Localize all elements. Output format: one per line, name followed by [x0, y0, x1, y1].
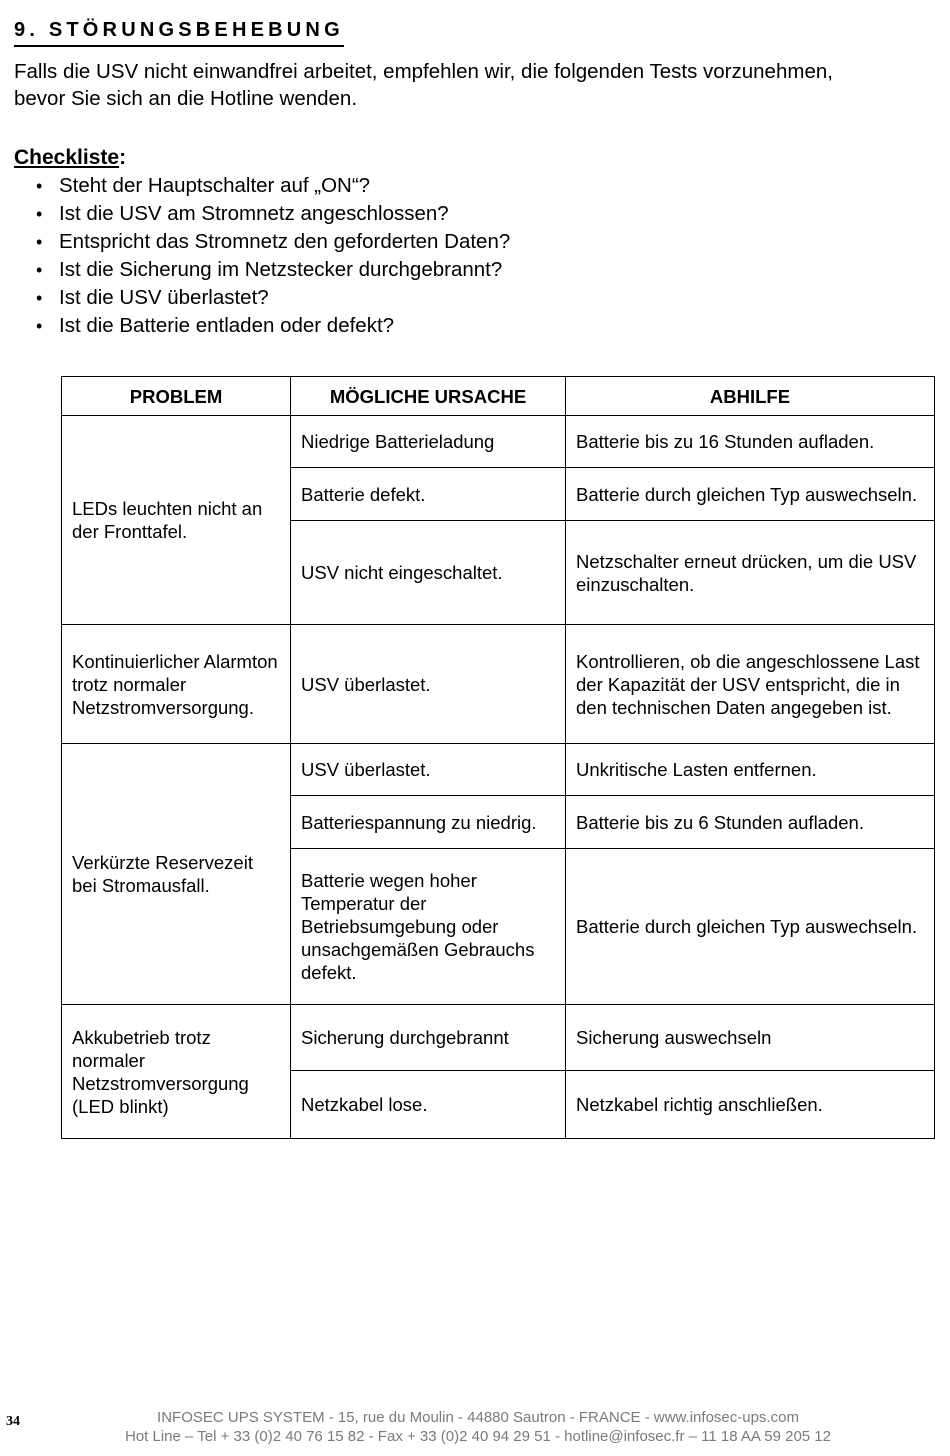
- cause-cell: USV überlastet.: [291, 744, 566, 796]
- checklist-item-text: Ist die Sicherung im Netzstecker durchgebrannt?: [59, 258, 503, 281]
- remedy-cell: Unkritische Lasten entfernen.: [566, 744, 935, 796]
- table-header-row: [62, 377, 935, 416]
- bullet-icon: •: [36, 204, 43, 224]
- checklist-item-text: Ist die Batterie entladen oder defekt?: [59, 314, 395, 337]
- cause-cell: Sicherung durchgebrannt: [291, 1005, 566, 1071]
- troubleshooting-table: [61, 376, 935, 1139]
- cause-cell: USV überlastet.: [291, 625, 566, 744]
- checklist: [0, 172, 510, 340]
- checklist-title-colon: :: [119, 146, 127, 169]
- checklist-item: [0, 172, 510, 200]
- cause-cell: Niedrige Batterieladung: [291, 416, 566, 468]
- checklist-item: [0, 228, 510, 256]
- header-problem: PROBLEM: [62, 377, 291, 416]
- remedy-cell: Batterie durch gleichen Typ auswechseln.: [566, 468, 935, 521]
- table-row: [62, 744, 935, 796]
- problem-cell: LEDs leuchten nicht an der Fronttafel.: [62, 416, 291, 625]
- cause-cell: Batterie wegen hoher Temperatur der Betriebsumgebung oder unsachgemäßen Gebrauchs defekt.: [291, 849, 566, 1005]
- remedy-cell: Sicherung auswechseln: [566, 1005, 935, 1071]
- checklist-title: [14, 145, 126, 171]
- checklist-title-text: Checkliste: [14, 146, 120, 169]
- remedy-cell: Netzkabel richtig anschließen.: [566, 1071, 935, 1139]
- table-row: [62, 416, 935, 468]
- intro-line-2: bevor Sie sich an die Hotline wenden.: [14, 87, 358, 110]
- bullet-icon: •: [36, 232, 43, 252]
- footer-line-1: INFOSEC UPS SYSTEM - 15, rue du Moulin - 44880 Sautron - FRANCE - www.infosec-ups.com: [157, 1409, 799, 1426]
- remedy-cell: Batterie durch gleichen Typ auswechseln.: [566, 849, 935, 1005]
- problem-cell: Kontinuierlicher Alarmton trotz normaler Netzstromversorgung.: [62, 625, 291, 744]
- cause-cell: Batteriespannung zu niedrig.: [291, 796, 566, 849]
- bullet-icon: •: [36, 288, 43, 308]
- checklist-item-text: Ist die USV überlastet?: [59, 286, 269, 309]
- section-heading: 9. STÖRUNGSBEHEBUNG: [14, 18, 344, 47]
- bullet-icon: •: [36, 316, 43, 336]
- remedy-cell: Netzschalter erneut drücken, um die USV einzuschalten.: [566, 521, 935, 625]
- footer-line-2: Hot Line – Tel + 33 (0)2 40 76 15 82 - Fax + 33 (0)2 40 94 29 51 - hotline@infosec.fr – 11 18 AA 59 205 12: [125, 1428, 831, 1445]
- page-number: 34: [6, 1414, 20, 1429]
- table-row: [62, 1005, 935, 1071]
- header-cause: MÖGLICHE URSACHE: [291, 377, 566, 416]
- header-remedy: ABHILFE: [566, 377, 935, 416]
- footer: [0, 1408, 950, 1446]
- checklist-item-text: Entspricht das Stromnetz den geforderten Daten?: [59, 230, 511, 253]
- remedy-cell: Batterie bis zu 6 Stunden aufladen.: [566, 796, 935, 849]
- checklist-item-text: Steht der Hauptschalter auf „ON“?: [59, 174, 371, 197]
- remedy-cell: Batterie bis zu 16 Stunden aufladen.: [566, 416, 935, 468]
- checklist-item: [0, 256, 510, 284]
- cause-cell: USV nicht eingeschaltet.: [291, 521, 566, 625]
- bullet-icon: •: [36, 260, 43, 280]
- intro-line-1: Falls die USV nicht einwandfrei arbeitet, empfehlen wir, die folgenden Tests vorzunehmen,: [14, 60, 833, 83]
- checklist-item: [0, 200, 510, 228]
- intro-paragraph: [14, 58, 944, 112]
- cause-cell: Batterie defekt.: [291, 468, 566, 521]
- bullet-icon: •: [36, 176, 43, 196]
- checklist-item-text: Ist die USV am Stromnetz angeschlossen?: [59, 202, 449, 225]
- table-row: [62, 625, 935, 744]
- remedy-cell: Kontrollieren, ob die angeschlossene Last der Kapazität der USV entspricht, die in den technischen Daten angegeben ist.: [566, 625, 935, 744]
- problem-cell: Akkubetrieb trotz normaler Netzstromversorgung (LED blinkt): [62, 1005, 291, 1139]
- cause-cell: Netzkabel lose.: [291, 1071, 566, 1139]
- checklist-item: [0, 284, 510, 312]
- checklist-item: [0, 312, 510, 340]
- problem-cell: Verkürzte Reservezeit bei Stromausfall.: [62, 744, 291, 1005]
